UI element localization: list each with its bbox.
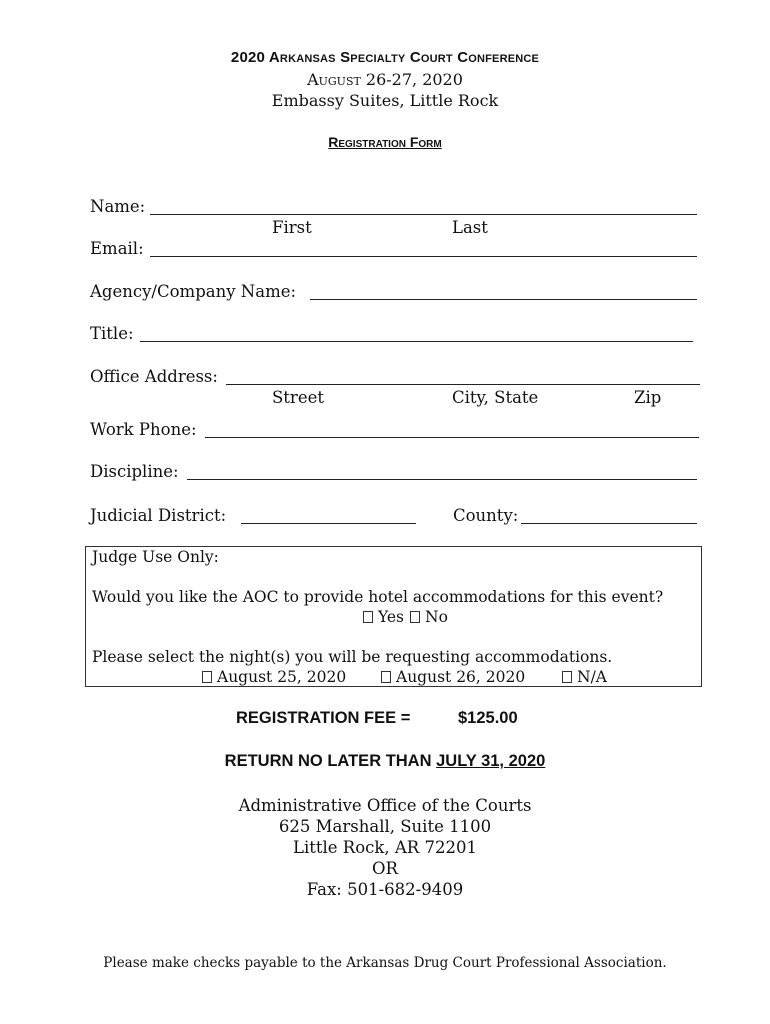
judicial-district-label: Judicial District:: [90, 506, 227, 525]
mailing-address: [0, 795, 770, 900]
form-title: Registration Form: [328, 134, 442, 150]
work-phone-field[interactable]: [205, 437, 699, 438]
conference-venue: Embassy Suites, Little Rock: [271, 91, 499, 110]
address-zip-caption: Zip: [634, 388, 662, 407]
night-aug25-option[interactable]: [202, 668, 346, 686]
discipline-field[interactable]: [187, 479, 697, 480]
hotel-question: Would you like the AOC to provide hotel accommodations for this event?: [92, 588, 664, 606]
name-last-caption: Last: [452, 218, 488, 237]
name-field[interactable]: [150, 214, 697, 215]
hotel-no-option[interactable]: [410, 608, 448, 626]
conference-title: 2020 Arkansas Specialty Court Conference: [230, 49, 540, 66]
agency-field[interactable]: [310, 299, 697, 300]
name-label: Name:: [90, 197, 146, 216]
address-street-caption: Street: [272, 388, 324, 407]
office-address-field[interactable]: [226, 384, 700, 385]
title-label: Title:: [90, 324, 134, 343]
name-first-caption: First: [272, 218, 312, 237]
county-label: County:: [453, 506, 519, 525]
na-label: N/A: [577, 668, 607, 686]
night-na-option[interactable]: [562, 668, 607, 686]
address-line-5: Fax: 501-682-9409: [306, 880, 464, 899]
aug26-checkbox[interactable]: [381, 671, 391, 683]
address-city-caption: City, State: [452, 388, 539, 407]
no-label: No: [425, 608, 448, 626]
address-line-2: 625 Marshall, Suite 1100: [278, 817, 492, 836]
night-aug26-option[interactable]: [381, 668, 525, 686]
aug25-label: August 25, 2020: [217, 668, 347, 686]
office-address-label: Office Address:: [90, 367, 218, 386]
footer-note: Please make checks payable to the Arkansas Drug Court Professional Association.: [103, 955, 667, 971]
yes-label: Yes: [378, 608, 405, 626]
registration-fee-label: REGISTRATION FEE =: [236, 709, 411, 727]
address-line-1: Administrative Office of the Courts: [238, 796, 532, 815]
return-deadline-label: RETURN NO LATER THAN: [224, 752, 432, 770]
hotel-yes-option[interactable]: [363, 608, 404, 626]
judge-box-heading: Judge Use Only:: [92, 548, 219, 566]
aug25-checkbox[interactable]: [202, 671, 212, 683]
address-line-3: Little Rock, AR 72201: [293, 838, 477, 857]
conference-dates: August 26-27, 2020: [307, 70, 463, 89]
title-field[interactable]: [140, 341, 693, 342]
county-field[interactable]: [521, 523, 697, 524]
aug26-label: August 26, 2020: [396, 668, 526, 686]
return-deadline: [0, 752, 770, 771]
judicial-district-field[interactable]: [241, 523, 416, 524]
registration-fee-amount: $125.00: [458, 709, 518, 727]
nights-prompt: Please select the night(s) you will be requesting accommodations.: [92, 648, 613, 666]
agency-label: Agency/Company Name:: [90, 282, 297, 301]
discipline-label: Discipline:: [90, 462, 179, 481]
na-checkbox[interactable]: [562, 671, 572, 683]
work-phone-label: Work Phone:: [90, 420, 197, 439]
email-field[interactable]: [150, 256, 697, 257]
yes-checkbox[interactable]: [363, 611, 373, 623]
email-label: Email:: [90, 239, 144, 258]
return-deadline-date: JULY 31, 2020: [436, 752, 546, 770]
no-checkbox[interactable]: [410, 611, 420, 623]
address-line-4: OR: [372, 859, 398, 878]
